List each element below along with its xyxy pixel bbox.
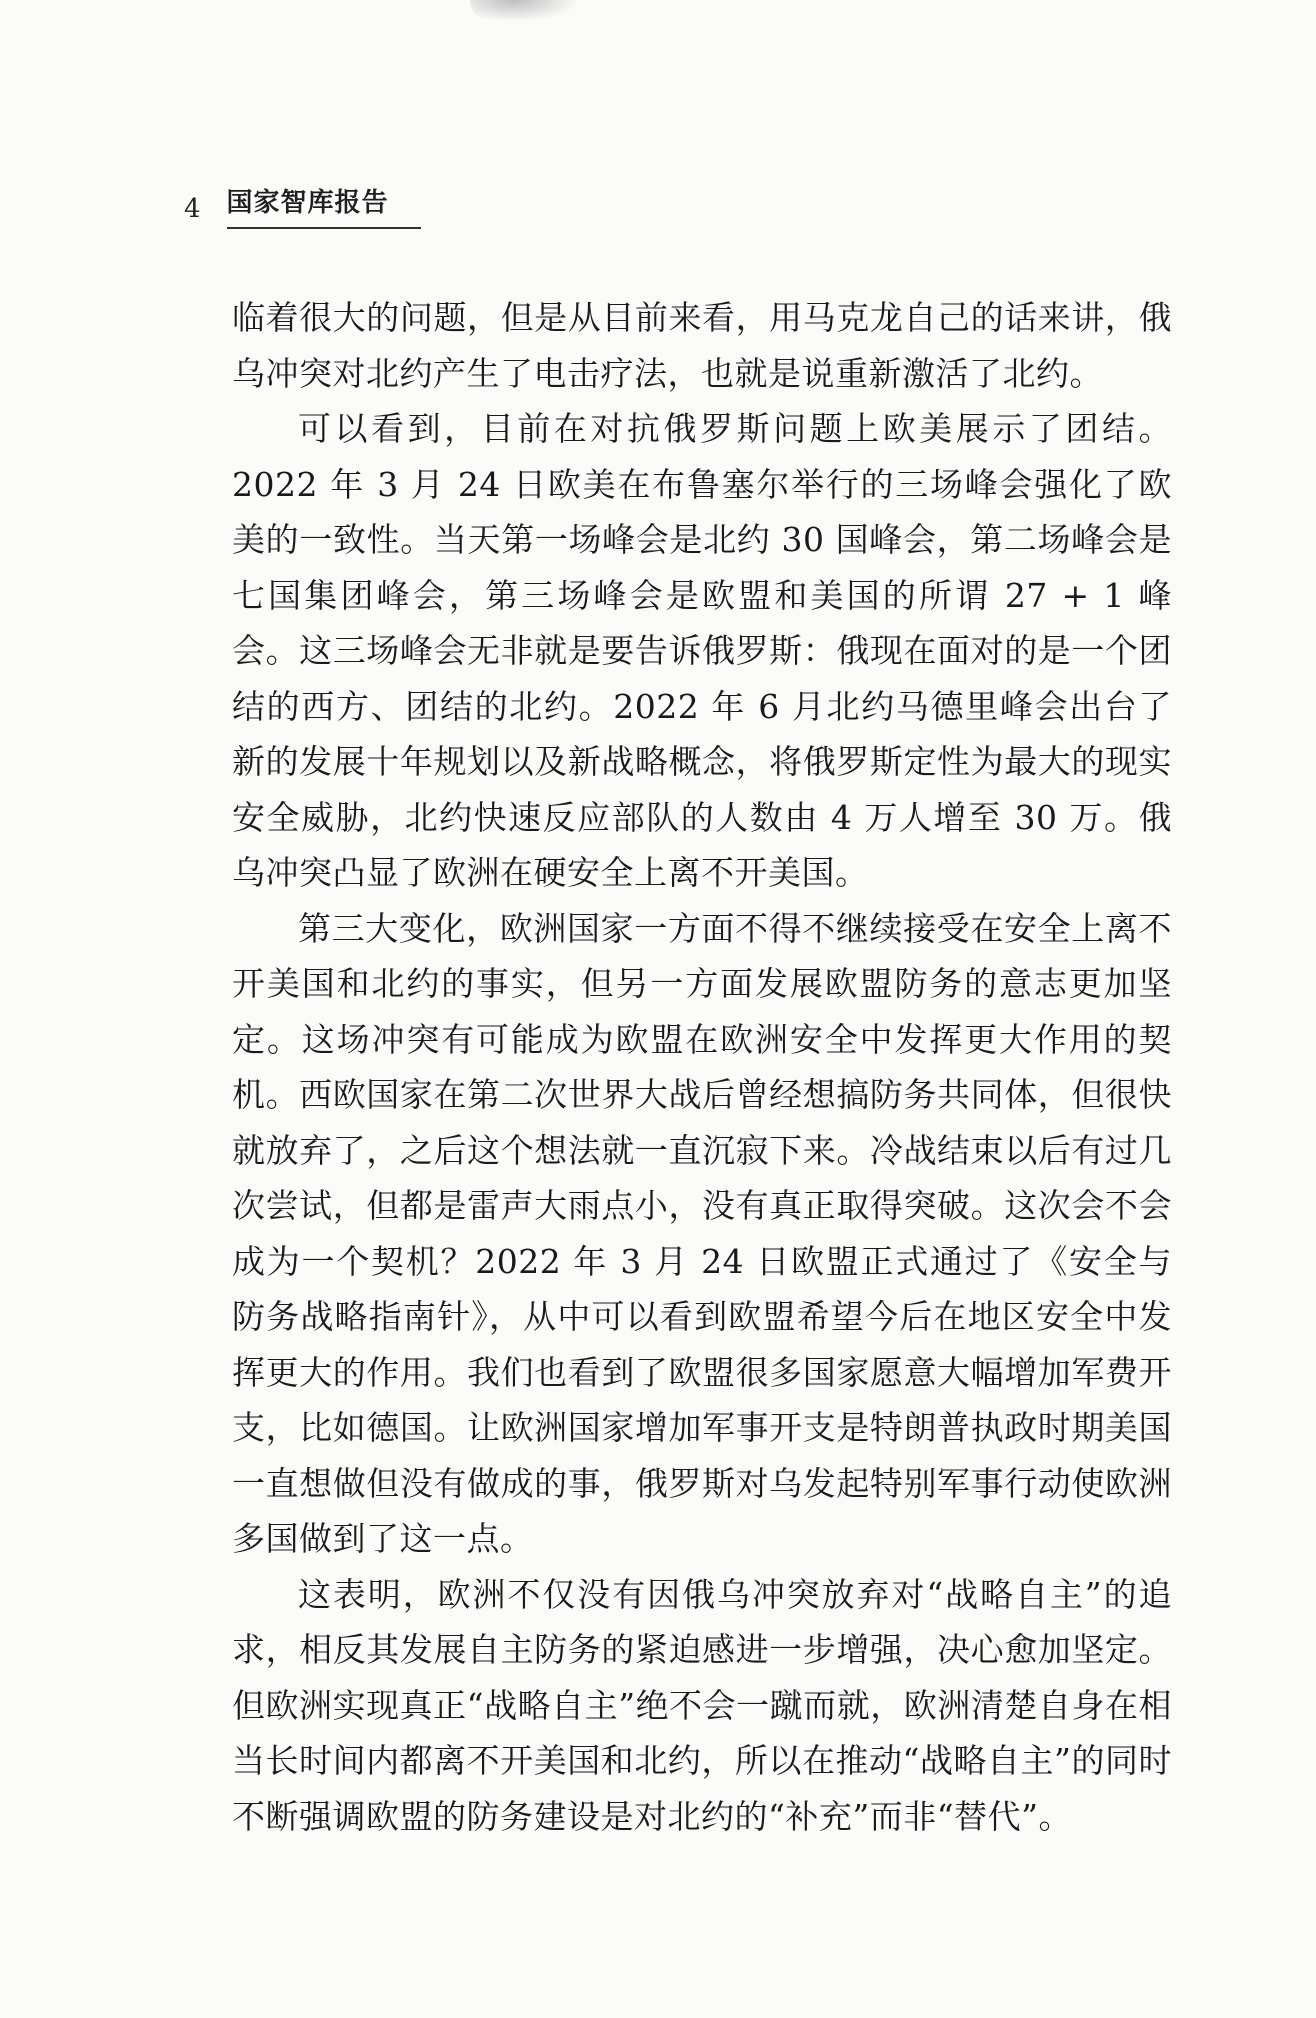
scan-smudge: [470, 0, 580, 22]
paragraph-continued: 临着很大的问题，但是从目前来看，用马克龙自己的话来讲，俄乌冲突对北约产生了电击疗法，也就是说重新激活了北约。: [232, 298, 1172, 393]
paragraph: 可以看到，目前在对抗俄罗斯问题上欧美展示了团结。2022 年 3 月 24 日欧美在布鲁塞尔举行的三场峰会强化了欧美的一致性。当天第一场峰会是北约 30 国峰会，第二场峰会是七国集团峰会，第三场峰会是欧盟和美国的所谓 27 + 1 峰会。这三场峰会无非就是要告诉俄罗斯：俄现在面对的是一个团结的西方、团结的北约。2022 年 6 月北约马德里峰会出台了新的发展十年规划以及新战略概念，将俄罗斯定性为最大的现实安全威胁，北约快速反应部队的人数由 4 万人增至 30 万。俄乌冲突凸显了欧洲在硬安全上离不开美国。: [232, 409, 1172, 892]
page-number: 4: [184, 194, 201, 224]
book-title: 国家智库报告: [227, 183, 421, 229]
body-text: [232, 290, 1172, 1844]
paragraph: 这表明，欧洲不仅没有因俄乌冲突放弃对“战略自主”的追求，相反其发展自主防务的紧迫感进一步增强，决心愈加坚定。但欧洲实现真正“战略自主”绝不会一蹴而就，欧洲清楚自身在相当长时间内都离不开美国和北约，所以在推动“战略自主”的同时不断强调欧盟的防务建设是对北约的“补充”而非“替代”。: [232, 1574, 1172, 1836]
paragraph: 第三大变化，欧洲国家一方面不得不继续接受在安全上离不开美国和北约的事实，但另一方面发展欧盟防务的意志更加坚定。这场冲突有可能成为欧盟在欧洲安全中发挥更大作用的契机。西欧国家在第二次世界大战后曾经想搞防务共同体，但很快就放弃了，之后这个想法就一直沉寂下来。冷战结束以后有过几次尝试，但都是雷声大雨点小，没有真正取得突破。这次会不会成为一个契机？2022 年 3 月 24 日欧盟正式通过了《安全与防务战略指南针》，从中可以看到欧盟希望今后在地区安全中发挥更大的作用。我们也看到了欧盟很多国家愿意大幅增加军费开支，比如德国。让欧洲国家增加军事开支是特朗普执政时期美国一直想做但没有做成的事，俄罗斯对乌发起特别军事行动使欧洲多国做到了这一点。: [232, 908, 1172, 1558]
running-header: [184, 185, 421, 229]
